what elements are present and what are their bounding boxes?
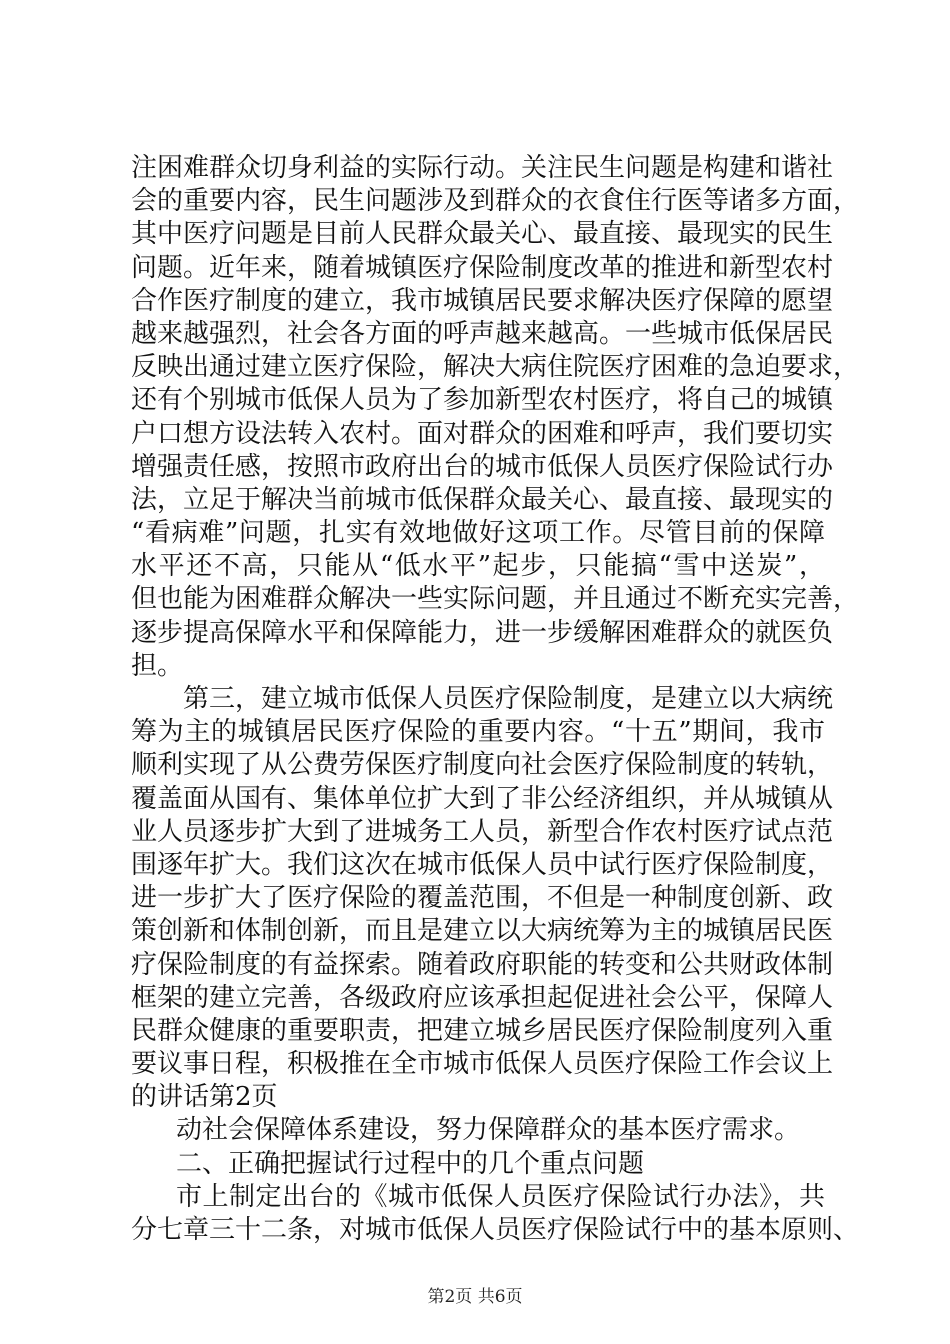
text-line: 担。 [131,650,184,681]
text-line: 水平还不高，只能从“低水平”起步，只能搞“雪中送炭”， [131,551,825,582]
text-line: 逐步提高保障水平和保障能力，进一步缓解困难群众的就医负 [131,617,834,648]
text-line: 反映出通过建立医疗保险，解决大病住院医疗困难的急迫要求， [131,352,860,383]
text-line: 合作医疗制度的建立，我市城镇居民要求解决医疗保障的愿望 [131,285,834,316]
page-number-footer: 第2页 共6页 [427,1287,523,1307]
text-line: 策创新和体制创新，而且是建立以大病统筹为主的城镇居民医 [131,916,834,947]
text-line: 业人员逐步扩大到了进城务工人员，新型合作农村医疗试点范 [131,816,834,847]
text-line: 注困难群众切身利益的实际行动。关注民生问题是构建和谐社 [131,153,834,183]
text-line: 越来越强烈，社会各方面的呼声越来越高。一些城市低保居民 [131,318,834,349]
text-line: 围逐年扩大。我们这次在城市低保人员中试行医疗保险制度， [131,849,834,880]
text-line: 问题。近年来，随着城镇医疗保险制度改革的推进和新型农村 [131,252,834,283]
text-line: 市上制定出台的《城市低保人员医疗保险试行办法》，共 [176,1181,825,1212]
text-line: 分七章三十二条，对城市低保人员医疗保险试行中的基本原则、 [131,1215,860,1245]
text-line: 疗保险制度的有益探索。随着政府职能的转变和公共财政体制 [131,949,834,980]
text-line: 要议事日程，积极推在全市城市低保人员医疗保险工作会议上 [131,1049,834,1080]
text-line: 还有个别城市低保人员为了参加新型农村医疗，将自己的城镇 [131,385,834,416]
text-line: 顺利实现了从公费劳保医疗制度向社会医疗保险制度的转轨， [131,750,834,781]
text-line: 第三，建立城市低保人员医疗保险制度，是建立以大病统 [183,684,834,714]
text-line: 增强责任感，按照市政府出台的城市低保人员医疗保险试行办 [131,451,834,482]
document-body [131,152,860,1247]
text-line: 筹为主的城镇居民医疗保险的重要内容。“十五”期间，我市 [131,717,825,748]
text-line: 民群众健康的重要职责，把建立城乡居民医疗保险制度列入重 [131,1015,834,1046]
text-line: 其中医疗问题是目前人民群众最关心、最直接、最现实的民生 [131,219,834,250]
text-line: 户口想方设法转入农村。面对群众的困难和呼声，我们要切实 [131,418,834,449]
text-line: 覆盖面从国有、集体单位扩大到了非公经济组织，并从城镇从 [131,783,834,814]
text-line: 的讲话第2页 [131,1082,278,1113]
text-line: 会的重要内容，民生问题涉及到群众的衣食住行医等诸多方面， [131,186,860,217]
text-line: 进一步扩大了医疗保险的覆盖范围，不但是一种制度创新、政 [131,883,834,914]
text-line: 框架的建立完善，各级政府应该承担起促进社会公平，保障人 [131,982,834,1013]
section-heading: 二、正确把握试行过程中的几个重点问题 [176,1148,645,1179]
text-line: 动社会保障体系建设，努力保障群众的基本医疗需求。 [176,1115,801,1146]
text-line: “看病难”问题，扎实有效地做好这项工作。尽管目前的保障 [131,518,825,549]
text-line: 法，立足于解决当前城市低保群众最关心、最直接、最现实的 [131,484,834,515]
text-line: 但也能为困难群众解决一些实际问题，并且通过不断充实完善， [131,584,860,615]
